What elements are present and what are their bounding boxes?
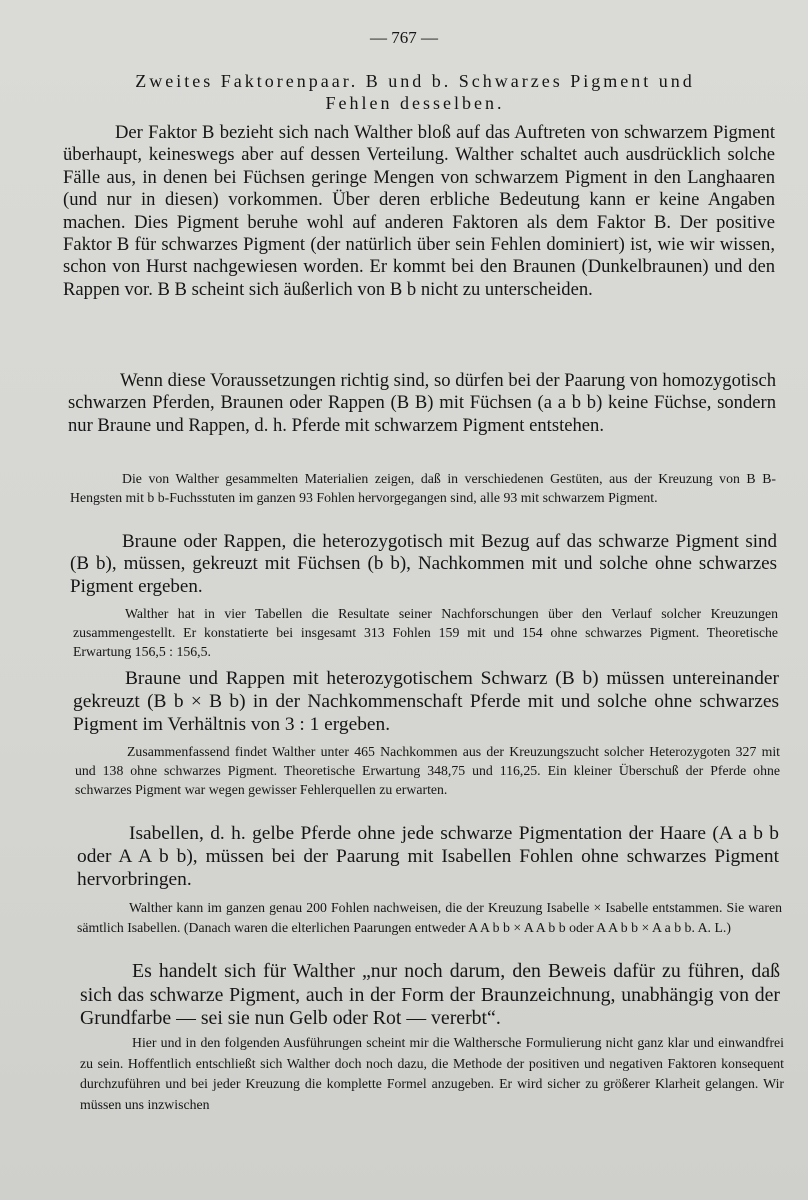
paragraph-isabellen: Isabellen, d. h. gelbe Pferde ohne jede schwarze Pigmentation der Haare (A a b b oder A A b b), müssen bei der Paarung mit Isabellen Fohlen ohne schwarzes Pigment hervorbringen. <box>77 823 779 890</box>
paragraph-walther-quote: Es handelt sich für Walther „nur noch darum, den Beweis dafür zu führen, daß sich das schwarze Pigment, auch in der Form der Braunzeichnung, unabhängig von der Grundfarbe — sei sie nun Gelb oder Rot — vererbt“. <box>80 960 780 1029</box>
paragraph-voraussetzungen: Wenn diese Voraussetzungen richtig sind, so dürfen bei der Paarung von homozygotisch schwarzen Pferden, Braunen oder Rappen (B B) mit Füchsen (a a b b) keine Füchse, sondern nur Braune und Rappen, d. h. Pferde mit schwarzem Pigment entstehen. <box>68 370 776 436</box>
page-number: — 767 — <box>370 28 438 47</box>
note-isabellen-evidence: Walther kann im ganzen genau 200 Fohlen nachweisen, die der Kreuzung Isabelle × Isabelle entstammen. Sie waren sämtlich Isabellen. (Danach waren die elterlichen Paarungen entweder A A b b × A A b b oder A A b b × A a b b. A. L.) <box>77 900 782 935</box>
note-heterozygous-evidence: Walther hat in vier Tabellen die Resultate seiner Nachforschungen über den Verlauf solcher Kreuzungen zusammengestellt. Er konstatierte bei insgesamt 313 Fohlen 159 mit und 154 ohne schwarzes Pigment. Theoretische Erwartung 156,5 : 156,5. <box>73 606 778 659</box>
note-author-comment: Hier und in den folgenden Ausführungen scheint mir die Walthersche Formulierung nicht ganz klar und einwandfrei zu sein. Hoffentlich entschließt sich Walther doch noch dazu, die Methode der positiven und negativen Faktoren konsequent durchzuführen und bei jeder Kreuzung die komplette Formel anzugeben. Er wird sicher zu größerer Klarheit gelangen. Wir müssen uns inzwischen <box>80 1035 784 1112</box>
section-heading <box>55 70 775 114</box>
note-intercross-evidence: Zusammenfassend findet Walther unter 465 Nachkommen aus der Kreuzungszucht solcher Heterozygoten 327 mit und 138 ohne schwarzes Pigment. Theoretische Erwartung 348,75 und 116,25. Ein kleiner Überschuß der Pferde ohne schwarzes Pigment war wegen gewisser Fehlerquellen zu erwarten. <box>75 744 780 797</box>
paragraph-heterozygous-cross: Braune oder Rappen, die heterozygotisch mit Bezug auf das schwarze Pigment sind (B b), müssen, gekreuzt mit Füchsen (b b), Nachkommen mit und solche ohne schwarzes Pigment ergeben. <box>70 531 777 597</box>
note-homozygous-evidence: Die von Walther gesammelten Materialien zeigen, daß in verschiedenen Gestüten, aus der Kreuzung von B B-Hengsten mit b b-Fuchsstuten im ganzen 93 Fohlen hervorgegangen sind, alle 93 mit schwarzem Pigment. <box>70 471 776 505</box>
paragraph-faktor-b: Der Faktor B bezieht sich nach Walther bloß auf das Auftreten von schwarzem Pigment überhaupt, keineswegs aber auf dessen Verteilung. Walther schaltet auch ausdrücklich solche Fälle aus, in denen bei Füchsen geringe Mengen von schwarzem Pigment in den Langhaaren (und nur in diesen) vorkommen. Über deren erbliche Bedeutung kann er keine Angaben machen. Dies Pigment beruhe wohl auf anderen Faktoren als dem Faktor B. Der positive Faktor B für schwarzes Pigment (der natürlich über sein Fehlen dominiert) ist, wie wir wissen, schon von Hurst nachgewiesen worden. Er kommt bei den Braunen (Dunkelbraunen) und den Rappen vor. B B scheint sich äußerlich von B b nicht zu unterscheiden. <box>63 122 775 300</box>
section-heading-line-1: Zweites Faktorenpaar. B und b. Schwarzes Pigment und <box>135 71 695 91</box>
section-heading-line-2: Fehlen desselben. <box>325 93 505 113</box>
paragraph-intercross: Braune und Rappen mit heterozygotischem Schwarz (B b) müssen untereinander gekreuzt (B b × B b) in der Nachkommenschaft Pferde mit und solche ohne schwarzes Pigment im Verhältnis von 3 : 1 ergeben. <box>73 668 779 735</box>
